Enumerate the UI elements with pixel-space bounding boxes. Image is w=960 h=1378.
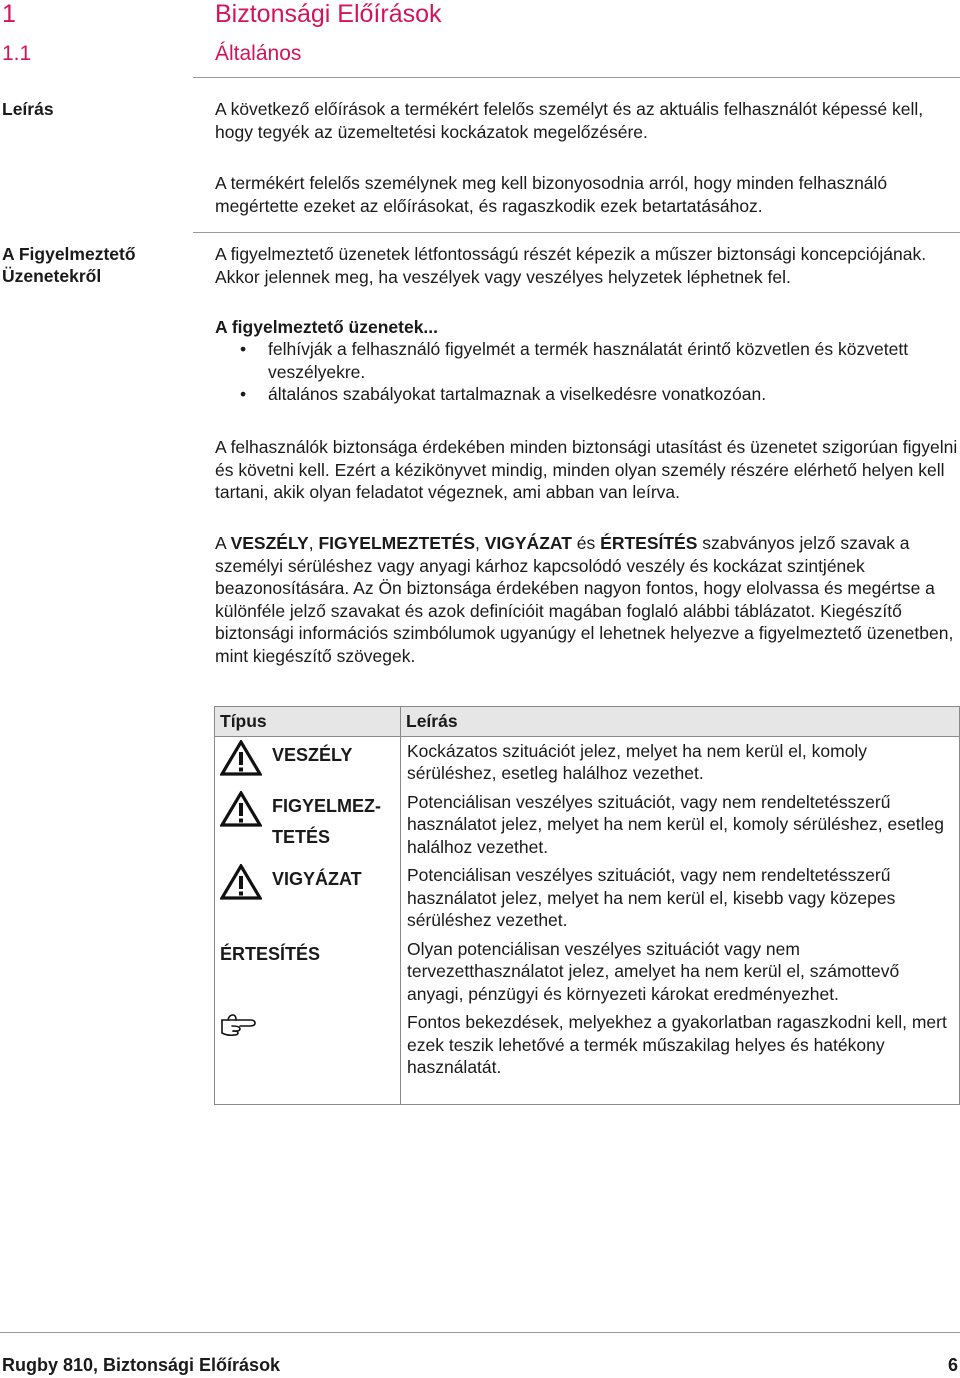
table-header-type: Típus	[215, 707, 401, 737]
p3-comma-2: ,	[475, 533, 485, 553]
side-label-warnings-line1: A Figyelmeztető	[2, 244, 136, 264]
table-header-row	[215, 707, 960, 737]
type-label-line1: FIGYELMEZ-	[272, 795, 381, 816]
description-cell: Potenciálisan veszélyes szituációt, vagy nem rendeltetésszerű használatot jelez, melyet ha nem kerül el, komoly sérüléshez, esetleg halálhoz vezethet.	[401, 788, 960, 862]
table-header-description: Leírás	[401, 707, 960, 737]
table-row	[215, 935, 960, 1009]
description-cell: Fontos bekezdések, melyekhez a gyakorlatban ragaszkodni kell, mert ezek teszik lehetővé a termék műszakilag helyes és hatékony használatát.	[401, 1008, 960, 1105]
p3-and: és	[571, 533, 601, 553]
signal-word-figyelmeztetes: FIGYELMEZTETÉS	[318, 533, 475, 553]
type-label-line2: TETÉS	[272, 826, 331, 847]
warnings-bullet-list	[215, 338, 960, 406]
description-cell: Olyan potenciálisan veszélyes szituációt vagy nem tervezetthasználatot jelez, amelyet ha nem kerül el, számottevő anyagi, pénzügyi és környezeti károkat eredményezhet.	[401, 935, 960, 1009]
section-title: Általános	[215, 42, 302, 65]
warnings-list-heading: A figyelmeztető üzenetek...	[215, 317, 439, 337]
footer-title: Rugby 810, Biztonsági Előírások	[2, 1355, 281, 1375]
page-number: 6	[947, 1355, 958, 1375]
type-cell	[215, 788, 401, 862]
p3-text-rest: szabványos jelző szavak a személyi sérüléshez vagy anyagi kárhoz kapcsolódó veszély és kockázat szintjének beazonosítására. Az Ön biztonsága érdekében nagyon fontos, hogy elolvassa és megértse a különféle jelző szavakat és azok definícióit magában foglaló alábbi táblázatot. Kiegészítő biztonsági információs szimbólumok ugyanúgy el lehetnek helyezve a figyelmeztető üzenetben, mint kiegészítő szövegek.	[215, 533, 954, 666]
chapter-number: 1	[2, 0, 16, 28]
leiras-paragraph-2: A termékért felelős személynek meg kell bizonyosodnia arról, hogy minden felhasználó megértette ezeket az előírásokat, és ragaszkodik ezek betartatásához.	[215, 173, 888, 216]
section-divider	[193, 77, 960, 78]
side-label-leiras: Leírás	[2, 99, 54, 119]
type-label: ÉRTESÍTÉS	[220, 943, 321, 964]
p3-text-a: A	[215, 533, 231, 553]
footer-divider	[0, 1332, 960, 1333]
signal-word-vigyazat: VIGYÁZAT	[484, 533, 572, 553]
signal-word-table	[214, 706, 960, 1105]
pointing-hand-icon	[220, 1011, 260, 1037]
type-cell	[215, 935, 401, 1009]
table-row	[215, 736, 960, 788]
table-row	[215, 861, 960, 935]
type-label: VESZÉLY	[272, 744, 353, 765]
leiras-paragraph-1: A következő előírások a termékért felelős személyt és az aktuális felhasználót képessé kell, hogy tegyék az üzemeltetési kockázatok megelőzésére.	[215, 99, 924, 142]
subsection-divider	[193, 232, 960, 233]
warning-triangle-icon	[220, 791, 262, 827]
signal-word-veszely: VESZÉLY	[230, 533, 309, 553]
list-item: • felhívják a felhasználó figyelmét a termék használatát érintő közvetlen és közvetett veszélyekre.	[215, 338, 960, 383]
warnings-paragraph-3	[215, 532, 960, 667]
type-cell	[215, 736, 401, 788]
description-cell: Kockázatos szituációt jelez, melyet ha nem kerül el, komoly sérüléshez, esetleg halálhoz vezethet.	[401, 736, 960, 788]
table-row	[215, 788, 960, 862]
description-cell: Potenciálisan veszélyes szituációt, vagy nem rendeltetésszerű használatot jelez, melyet ha nem kerül el, kisebb vagy közepes sérüléshez vezethet.	[401, 861, 960, 935]
chapter-title: Biztonsági Előírások	[215, 0, 442, 28]
table-row	[215, 1008, 960, 1105]
type-label	[272, 791, 381, 853]
type-cell	[215, 1008, 401, 1105]
side-label-warnings	[2, 243, 136, 287]
warnings-paragraph-2: A felhasználók biztonsága érdekében minden biztonsági utasítást és üzenetet szigorúan figyelni és követni kell. Ezért a kézikönyvet mindig, minden olyan személy részére elérhető helyen kell tartani, akik olyan feladatot végeznek, ami abban van leírva.	[215, 437, 958, 502]
p3-comma-1: ,	[308, 533, 319, 553]
signal-word-ertesites: ÉRTESÍTÉS	[600, 533, 698, 553]
type-cell	[215, 861, 401, 935]
warning-triangle-icon	[220, 740, 262, 776]
warnings-paragraph-1: A figyelmeztető üzenetek létfontosságú részét képezik a műszer biztonsági koncepciójának. Akkor jelennek meg, ha veszélyek vagy veszélyes helyzetek léphetnek fel.	[215, 244, 927, 287]
type-label: VIGYÁZAT	[272, 869, 362, 889]
side-label-warnings-line2: Üzenetekről	[2, 266, 102, 286]
section-number: 1.1	[2, 42, 32, 65]
warning-triangle-icon	[220, 864, 262, 900]
list-item: • általános szabályokat tartalmaznak a viselkedésre vonatkozóan.	[215, 383, 960, 406]
